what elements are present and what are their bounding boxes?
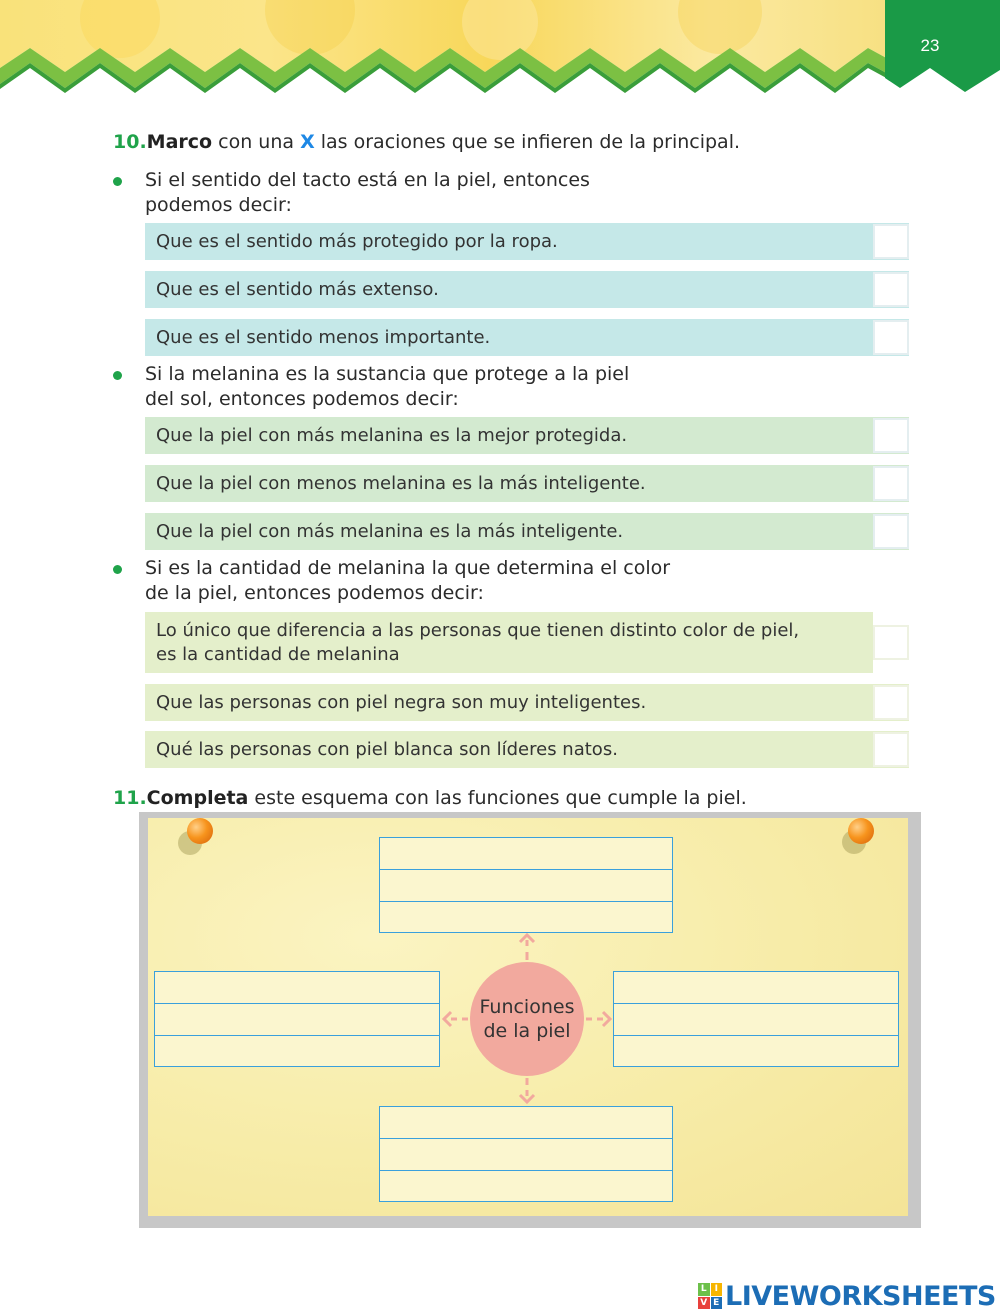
answer-checkbox[interactable]: [873, 320, 909, 355]
center-circle: [470, 962, 584, 1076]
question-text-b: las oraciones que se infieren de la principal.: [314, 131, 741, 153]
prompt-text: Si el sentido del tacto está en la piel, entonces podemos decir:: [145, 169, 590, 216]
option-text: Que es el sentido más protegido por la ropa.: [156, 230, 558, 252]
answer-field[interactable]: [155, 1036, 439, 1067]
pushpin-icon: [187, 818, 213, 844]
option-row: [145, 513, 909, 550]
answer-box-right: [613, 971, 899, 1067]
answer-field[interactable]: [380, 902, 672, 933]
answer-checkbox[interactable]: [873, 418, 909, 453]
bullet-icon: [113, 371, 122, 380]
question-text-a: con una: [212, 131, 301, 153]
question-number: 10.: [113, 131, 147, 153]
answer-checkbox[interactable]: [873, 685, 909, 720]
arrow-up-icon: [512, 930, 542, 962]
answer-field[interactable]: [380, 1107, 672, 1138]
option-row: [145, 465, 909, 502]
answer-field[interactable]: [155, 972, 439, 1003]
option-text: Que la piel con más melanina es la mejor protegida.: [156, 424, 628, 446]
prompt-text: Si es la cantidad de melanina la que determina el color de la piel, entonces podemos decir:: [145, 557, 671, 604]
option-row: [145, 612, 909, 673]
option-text: Que la piel con menos melanina es la más inteligente.: [156, 472, 646, 494]
question-number: 11.: [113, 787, 147, 809]
option-text: Que es el sentido más extenso.: [156, 278, 439, 300]
option-row: [145, 223, 909, 260]
option-text: Lo único que diferencia a las personas que tienen distinto color de piel, es la cantidad de melanina: [145, 612, 873, 673]
question-10-heading: [113, 131, 740, 153]
answer-checkbox[interactable]: [873, 224, 909, 259]
logo-text: LIVEWORKSHEETS: [725, 1280, 996, 1312]
option-text: Que la piel con más melanina es la más inteligente.: [156, 520, 624, 542]
answer-field[interactable]: [380, 870, 672, 901]
arrow-left-icon: [438, 1004, 470, 1034]
answer-field[interactable]: [614, 1036, 898, 1067]
question-verb: Completa: [146, 787, 249, 809]
option-row: [145, 271, 909, 308]
arrow-down-icon: [512, 1076, 542, 1108]
option-row: [145, 684, 909, 721]
question-verb: Marco: [146, 131, 213, 153]
option-text: Qué las personas con piel blanca son líderes natos.: [156, 738, 618, 760]
answer-field[interactable]: [380, 1171, 672, 1202]
answer-field[interactable]: [380, 1139, 672, 1170]
liveworksheets-logo[interactable]: [698, 1281, 996, 1311]
prompt-text: Si la melanina es la sustancia que protege a la piel del sol, entonces podemos decir:: [145, 363, 630, 410]
center-label-line1: Funciones: [479, 996, 575, 1018]
option-text: Que las personas con piel negra son muy inteligentes.: [156, 691, 647, 713]
option-row: [145, 731, 909, 768]
answer-checkbox[interactable]: [873, 732, 909, 767]
question-11-heading: [113, 787, 747, 809]
answer-checkbox[interactable]: [873, 625, 909, 660]
answer-box-left: [154, 971, 440, 1067]
answer-field[interactable]: [614, 1004, 898, 1035]
pushpin-icon: [848, 818, 874, 844]
header-zigzag-banner: [0, 0, 1000, 95]
arrow-right-icon: [584, 1004, 616, 1034]
answer-field[interactable]: [380, 838, 672, 869]
option-text: Que es el sentido menos importante.: [156, 326, 491, 348]
question-text: este esquema con las funciones que cumple la piel.: [248, 787, 747, 809]
center-label-line2: de la piel: [483, 1020, 571, 1042]
answer-field[interactable]: [614, 972, 898, 1003]
answer-field[interactable]: [155, 1004, 439, 1035]
bullet-icon: [113, 565, 122, 574]
answer-checkbox[interactable]: [873, 466, 909, 501]
answer-checkbox[interactable]: [873, 272, 909, 307]
page-header: [0, 0, 1000, 95]
x-mark: X: [300, 131, 315, 153]
logo-mark-icon: L I V E: [698, 1283, 722, 1309]
option-row: [145, 319, 909, 356]
bullet-icon: [113, 177, 122, 186]
answer-box-bottom: [379, 1106, 673, 1202]
option-row: [145, 417, 909, 454]
answer-box-top: [379, 837, 673, 933]
page-number: 23: [920, 36, 940, 55]
answer-checkbox[interactable]: [873, 514, 909, 549]
